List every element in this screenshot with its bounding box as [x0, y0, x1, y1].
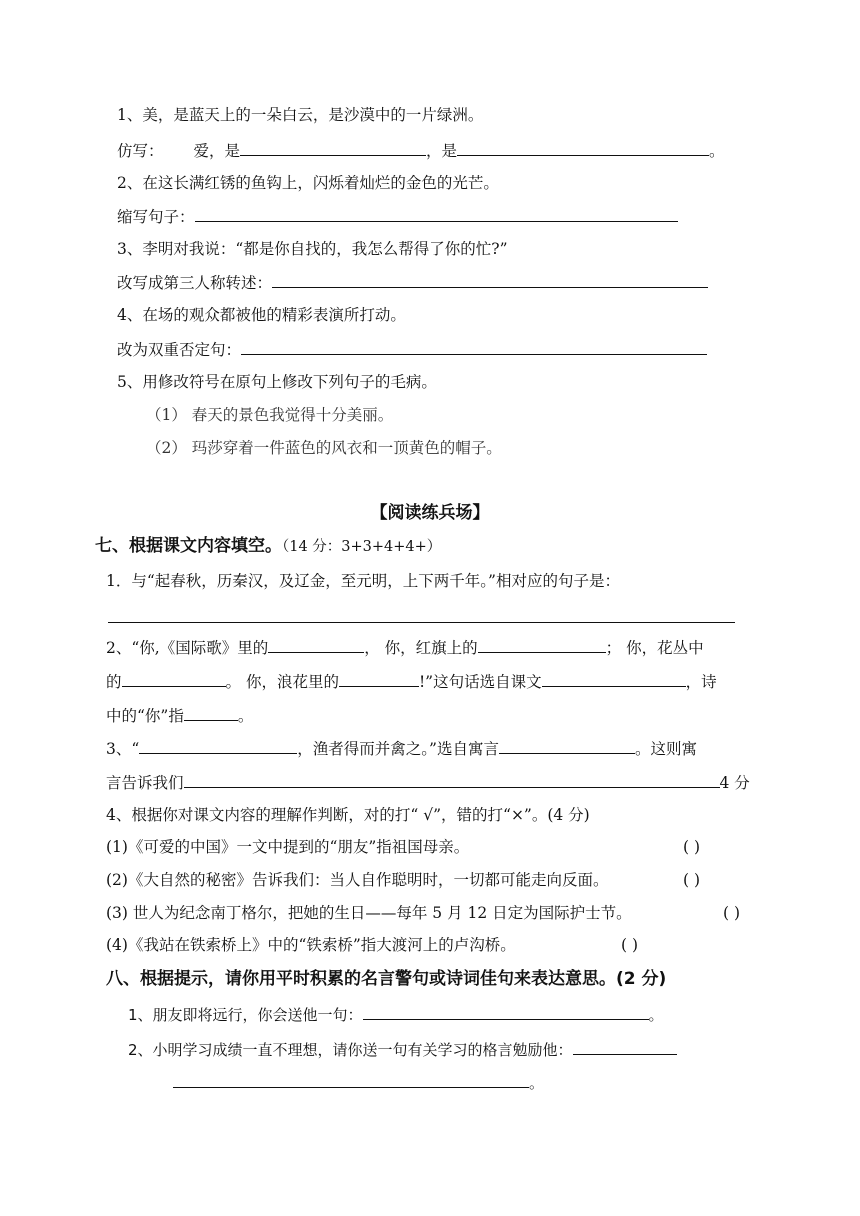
section7-score: （14 分：3+3+4+4+） — [282, 539, 442, 555]
s7-q1-answer-line[interactable] — [108, 622, 735, 623]
s7-q4-text: 4、根据你对课文内容的理解作判断，对的打“ √”，错的打“×”。(4 分) — [106, 806, 590, 824]
s7-q2-text-e: 。 你，浪花里的 — [225, 673, 339, 691]
section7-title: 七、根据课文内容填空。 — [95, 536, 282, 556]
s7-q2-line-3 — [106, 704, 253, 727]
reading-section-title: 【阅读练兵场】 — [370, 503, 490, 523]
s7-q2-blank-4[interactable] — [339, 670, 419, 687]
s7-q3-text-a: 3、“ — [106, 740, 140, 758]
q5-item-1: （1） 春天的景色我觉得十分美丽。 — [146, 406, 394, 424]
s7-q2-text-i: 。 — [237, 707, 254, 725]
judge-paren-2[interactable]: ( ) — [683, 871, 701, 889]
q2-blank[interactable] — [195, 205, 678, 222]
q1-blank-2[interactable] — [457, 139, 709, 156]
s7-q3-line-1 — [106, 737, 697, 760]
s7-q2-line-2 — [106, 670, 717, 693]
judge-item-2: (2)《大自然的秘密》告诉我们：当人自作聪明时，一切都可能走向反面。 — [106, 871, 609, 889]
q4-answer-line — [117, 338, 707, 361]
s7-q2-text-c: ； 你，花丛中 — [605, 639, 704, 657]
judge-item-1: (1)《可爱的中国》一文中提到的“朋友”指祖国母亲。 — [106, 838, 470, 856]
q2-label: 缩写句子： — [117, 208, 195, 226]
q1-label: 仿写： — [117, 142, 164, 160]
q1-blank-1[interactable] — [240, 139, 426, 156]
s8-q2-end: 。 — [529, 1074, 545, 1092]
s7-q3-line-2 — [106, 771, 750, 794]
q1-text: 1、美，是蓝天上的一朵白云，是沙漠中的一片绿洲。 — [117, 106, 484, 124]
s8-q2-blank-1[interactable] — [573, 1038, 677, 1055]
s7-q3-blank-2[interactable] — [499, 737, 635, 754]
s7-q2-text-a: 2、“你,《国际歌》里的 — [106, 639, 269, 657]
s7-q2-blank-6[interactable] — [184, 704, 238, 721]
judge-paren-3[interactable]: ( ) — [723, 904, 741, 922]
judge-item-3: (3) 世人为纪念南丁格尔，把她的生日——每年 5 月 12 日定为国际护士节。 — [106, 904, 632, 922]
q5-text: 5、用修改符号在原句上修改下列句子的毛病。 — [117, 373, 437, 391]
s7-q2-text-d: 的 — [106, 673, 122, 691]
q2-answer-line — [117, 205, 678, 228]
q3-text: 3、李明对我说：“都是你自找的，我怎么帮得了你的忙?” — [117, 240, 508, 258]
s8-q2-blank-2[interactable] — [173, 1071, 529, 1088]
section7-heading — [95, 535, 441, 558]
q4-text: 4、在场的观众都被他的精彩表演所打动。 — [117, 306, 406, 324]
s8-q1-end: 。 — [648, 1006, 664, 1024]
s7-q2-blank-2[interactable] — [478, 636, 606, 653]
q4-label: 改为双重否定句： — [117, 341, 242, 359]
s7-q3-text-c: 。这则寓 — [634, 740, 697, 758]
s7-q2-text-f: !”这句话选自课文 — [418, 673, 542, 691]
q5-item-2: （2） 玛莎穿着一件蓝色的风衣和一顶黄色的帽子。 — [146, 439, 502, 457]
s7-q2-blank-5[interactable] — [542, 670, 686, 687]
q2-text: 2、在这长满红锈的鱼钩上，闪烁着灿烂的金色的光芒。 — [117, 174, 499, 192]
s7-q3-text-d: 言告诉我们 — [106, 774, 184, 792]
judge-item-4: (4)《我站在铁索桥上》中的“铁索桥”指大渡河上的卢沟桥。 — [106, 936, 516, 954]
s7-q2-blank-3[interactable] — [122, 670, 226, 687]
s7-q3-points: 4 分 — [719, 774, 750, 792]
q3-answer-line — [117, 271, 708, 294]
s7-q1-text: 1．与“起春秋，历秦汉，及辽金，至元明，上下两千年。”相对应的句子是： — [106, 572, 620, 590]
q4-blank[interactable] — [241, 338, 707, 355]
s8-q1-text: 1、朋友即将远行，你会送他一句： — [128, 1006, 363, 1024]
s7-q2-text-h: 中的“你”指 — [106, 707, 184, 725]
s8-q1-blank[interactable] — [363, 1003, 649, 1020]
s7-q2-blank-1[interactable] — [268, 636, 364, 653]
s7-q3-blank-3[interactable] — [184, 771, 720, 788]
section8-title: 八、根据提示，请你用平时积累的名言警句或诗词佳句来表达意思。(2 分) — [106, 969, 667, 989]
q3-blank[interactable] — [272, 271, 708, 288]
q1-comma: ，是 — [426, 142, 458, 160]
judge-paren-4[interactable]: ( ) — [621, 936, 639, 954]
s8-q2-text: 2、小明学习成绩一直不理想，请你送一句有关学习的格言勉励他： — [128, 1041, 573, 1059]
s7-q3-text-b: ，渔者得而并禽之。”选自寓言 — [297, 740, 499, 758]
s7-q2-text-b: ， 你，红旗上的 — [364, 639, 478, 657]
q1-end: 。 — [709, 142, 725, 160]
q1-imitation-line — [117, 139, 725, 162]
s8-q1-line — [128, 1003, 664, 1026]
s7-q2-line-1 — [106, 636, 704, 659]
s7-q3-blank-1[interactable] — [139, 737, 297, 754]
q1-mid-text: 爱，是 — [193, 142, 241, 160]
q3-label: 改写成第三人称转述： — [117, 274, 273, 292]
s8-q2-line-2 — [173, 1071, 544, 1094]
judge-paren-1[interactable]: ( ) — [683, 838, 701, 856]
s7-q2-text-g: ，诗 — [685, 673, 717, 691]
s8-q2-line — [128, 1038, 677, 1061]
